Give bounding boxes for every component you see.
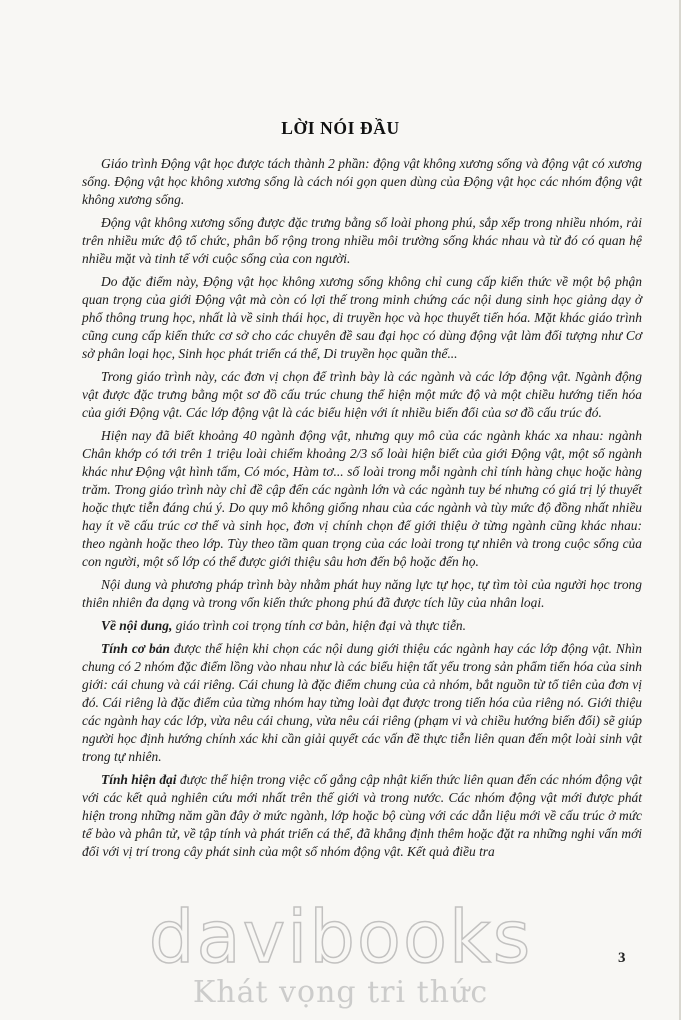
paragraph: Nội dung và phương pháp trình bày nhằm phát huy năng lực tự học, tự tìm tòi của người học trong thiên nhiên đa dạng và trong vốn kiến thức phong phú đã được tích lũy của nhân loại. — [82, 577, 642, 611]
paragraph: Do đặc điểm này, Động vật học không xương sống không chỉ cung cấp kiến thức về một bộ phận quan trọng của giới Động vật mà còn có lợi thế trong minh chứng các nội dung sinh học giảng dạy ở phổ thông trung học, nhất là về sinh thái học, di truyền học và học thuyết tiến hóa. Mặt khác giáo trình cũng cung cấp kiến thức cơ sở cho các chuyên đề sau đại học có dùng động vật làm đối tượng như Cơ sở phân loại học, Sinh học phát triển cá thể, Di truyền học quần thể... — [82, 273, 642, 362]
page-title: LỜI NÓI ĐẦU — [281, 118, 400, 138]
content-intro-lead: Về nội dung, — [101, 617, 173, 633]
modern-nature-paragraph — [82, 771, 642, 861]
watermark-tagline: Khát vọng tri thức — [192, 975, 489, 1010]
paragraph: Hiện nay đã biết khoảng 40 ngành động vật, nhưng quy mô của các ngành khác xa nhau: ngành Chân khớp có tới trên 1 triệu loài chiếm khoảng 2/3 số loài hiện biết của giới Động vật, một số ngành khác như Động vật hình tấm, Có móc, Hàm tơ... số loài trong mỗi ngành chỉ tính hàng chục hoặc hàng trăm. Trong giáo trình này chỉ đề cập đến các ngành lớn và các ngành tuy bé nhưng có giá trị lý thuyết hoặc thực tiễn đáng chú ý. Do quy mô không giống nhau của các ngành và tùy mức độ đồng nhất nhiều hay ít về cấu trúc cơ thể và sinh học, đơn vị chính chọn để giới thiệu ở từng ngành cũng khác nhau: theo ngành hoặc theo lớp. Tùy theo tầm quan trọng của các loài trong tự nhiên và trong cuộc sống của con người, một số lớp có thể được giới thiệu sâu hơn đến bộ hoặc đến họ. — [82, 427, 642, 570]
basic-nature-lead: Tính cơ bản — [101, 640, 170, 656]
paragraph: Trong giáo trình này, các đơn vị chọn để trình bày là các ngành và các lớp động vật. Ngành động vật được đặc trưng bằng một sơ đồ cấu trúc chung thể hiện một mức độ và một chiều hướng tiến hóa của giới Động vật. Các lớp động vật là các biểu hiện với ít nhiều biến đổi của sơ đồ cấu trúc đó. — [82, 368, 642, 420]
page-number: 3 — [618, 950, 626, 966]
basic-nature-text: được thể hiện khi chọn các nội dung giới thiệu các ngành hay các lớp động vật. Nhìn chung có 2 nhóm đặc điểm lồng vào nhau như là các biểu hiện tất yếu trong sản phẩm tiến hóa của sinh giới: cái chung và cái riêng. Cái chung là đặc điểm chung của cả nhóm, bắt nguồn từ tổ tiên của đơn vị đó. Cái riêng là đặc điểm của từng nhóm hay từng loài đạt được trong tiến hóa của riêng nó. Giới thiệu các ngành hay các lớp, vừa nêu cái chung, vừa nêu cái riêng (phạm vi và chiều hướng biến đổi) sẽ giúp người học định hướng chính xác khi cần giải quyết các vấn đề thực tiễn liên quan đến một loài sinh vật trong tự nhiên. — [82, 640, 642, 765]
paragraph: Giáo trình Động vật học được tách thành 2 phần: động vật không xương sống và động vật có xương sống. Động vật học không xương sống là cách nói gọn quen dùng của Động vật học các nhóm động vật không xương sống. — [82, 156, 642, 208]
modern-nature-text: được thể hiện trong việc cố gắng cập nhật kiến thức liên quan đến các nhóm động vật với các kết quả nghiên cứu mới nhất trên thế giới và trong nước. Các nhóm động vật mới được phát hiện trong những năm gần đây ở mức ngành, lớp hoặc bộ cùng với các dẫn liệu mới về cấu trúc ở mức tế bào và phân tử, về tập tính và phát triển cá thể, đã khẳng định thêm hoặc đặt ra những nghi vấn mới đối với vị trí trong cây phát sinh của một số nhóm động vật. Kết quả điều tra — [82, 771, 642, 860]
basic-nature-paragraph — [82, 640, 642, 767]
modern-nature-lead: Tính hiện đại — [101, 771, 177, 787]
preface-body — [82, 155, 642, 866]
content-intro-text: giáo trình coi trọng tính cơ bản, hiện đại và thực tiễn. — [172, 617, 466, 633]
content-intro-paragraph — [82, 617, 642, 635]
watermark-brand: davibooks — [148, 895, 533, 979]
paragraph: Động vật không xương sống được đặc trưng bằng số loài phong phú, sắp xếp trong nhiều nhóm, rải trên nhiều mức độ tổ chức, phân bố rộng trong nhiều môi trường sống khác nhau và từ đó có quan hệ nhiều mặt và tinh tế với cuộc sống của con người. — [82, 214, 642, 267]
